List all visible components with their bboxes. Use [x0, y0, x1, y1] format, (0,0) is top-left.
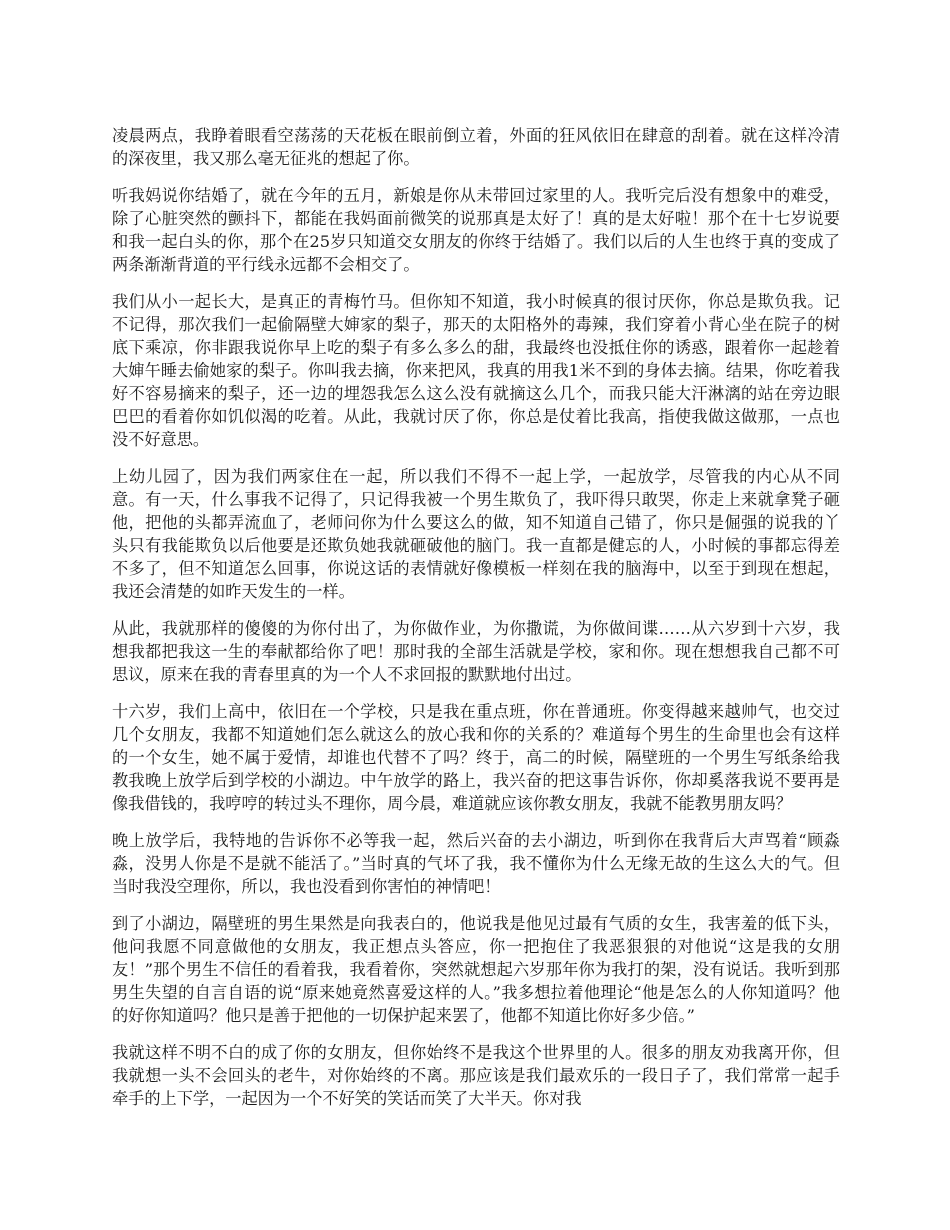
- paragraph-2: 听我妈说你结婚了，就在今年的五月，新娘是你从未带回过家里的人。我听完后没有想象中的难受，除了心脏突然的颤抖下，都能在我妈面前微笑的说那真是太好了！真的是太好啦！那个在十七岁说要和我一起白头的你，那个在25岁只知道交女朋友的你终于结婚了。我们以后的人生也终于真的变成了两条渐渐背道的平行线永远都不会相交了。: [112, 186, 840, 274]
- paragraph-3: 我们从小一起长大，是真正的青梅竹马。但你知不知道，我小时候真的很讨厌你，你总是欺负我。记不记得，那次我们一起偷隔壁大婶家的梨子，那天的太阳格外的毒辣，我们穿着小背心坐在院子的树底下乘凉，你非跟我说你早上吃的梨子有多么多么的甜，我最终也没抵住你的诱惑，跟着你一起趁着大婶午睡去偷她家的梨子。你叫我去摘，你来把风，我真的用我1米不到的身体去摘。结果，你吃着我好不容易摘来的梨子，还一边的埋怨我怎么这么没有就摘这么几个，而我只能大汗淋漓的站在旁边眼巴巴的看着你如饥似渴的吃着。从此，我就讨厌了你，你总是仗着比我高，指使我做这做那，一点也没不好意思。: [112, 292, 840, 449]
- paragraph-4: 上幼儿园了，因为我们两家住在一起，所以我们不得不一起上学，一起放学，尽管我的内心从不同意。有一天，什么事我不记得了，只记得我被一个男生欺负了，我吓得只敢哭，你走上来就拿凳子砸他，把他的头都弄流血了，老师问你为什么要这么的做，知不知道自己错了，你只是倔强的说我的丫头只有我能欺负以后他要是还欺负她我就砸破他的脑门。我一直都是健忘的人，小时候的事都忘得差不多了，但不知道怎么回事，你说这话的表情就好像模板一样刻在我的脑海中，以至于到现在想起，我还会清楚的如昨天发生的一样。: [112, 467, 840, 601]
- paragraph-7: 晚上放学后，我特地的告诉你不必等我一起，然后兴奋的去小湖边，听到你在我背后大声骂着“顾淼淼，没男人你是不是就不能活了。”当时真的气坏了我，我不懂你为什么无缘无故的生这么大的气。但当时我没空理你，所以，我也没看到你害怕的神情吧！: [112, 831, 840, 896]
- document-body: [112, 124, 840, 1124]
- paragraph-6: 十六岁，我们上高中，依旧在一个学校，只是我在重点班，你在普通班。你变得越来越帅气，也交过几个女朋友，我都不知道她们怎么就这么的放心我和你的关系的？难道每个男生的生命里也会有这样的一个女生，她不属于爱情，却谁也代替不了吗？终于，高二的时候，隔壁班的一个男生写纸条给我教我晚上放学后到学校的小湖边。中午放学的路上，我兴奋的把这事告诉你，你却奚落我说不要再是像我借钱的，我哼哼的转过头不理你，周今晨，难道就应该你教女朋友，我就不能教男朋友吗？: [112, 702, 840, 813]
- paragraph-5: 从此，我就那样的傻傻的为你付出了，为你做作业，为你撒谎，为你做间谍……从六岁到十六岁，我想我都把我这一生的奉献都给你了吧！那时我的全部生活就是学校，家和你。现在想想我自己都不可思议，原来在我的青春里真的为一个人不求回报的默默地付出过。: [112, 619, 840, 684]
- paragraph-8: 到了小湖边，隔壁班的男生果然是向我表白的，他说我是他见过最有气质的女生，我害羞的低下头，他问我愿不同意做他的女朋友，我正想点头答应，你一把抱住了我恶狠狠的对他说“这是我的女朋友！”那个男生不信任的看着我，我看着你，突然就想起六岁那年你为我打的架，没有说话。我听到那男生失望的自言自语的说“原来她竟然喜爱这样的人。”我多想拉着他理论“他是怎么的人你知道吗？他的好你知道吗？他只是善于把他的一切保护起来罢了，他都不知道比你好多少倍。”: [112, 914, 840, 1025]
- paragraph-9: 我就这样不明不白的成了你的女朋友，但你始终不是我这个世界里的人。很多的朋友劝我离开你，但我就想一头不会回头的老牛，对你始终的不离。那应该是我们最欢乐的一段日子了，我们常常一起手牵手的上下学，一起因为一个不好笑的笑话而笑了大半天。你对我: [112, 1043, 840, 1108]
- paragraph-1: 凌晨两点，我睁着眼看空荡荡的天花板在眼前倒立着，外面的狂风依旧在肆意的刮着。就在这样冷清的深夜里，我又那么毫无征兆的想起了你。: [112, 126, 840, 168]
